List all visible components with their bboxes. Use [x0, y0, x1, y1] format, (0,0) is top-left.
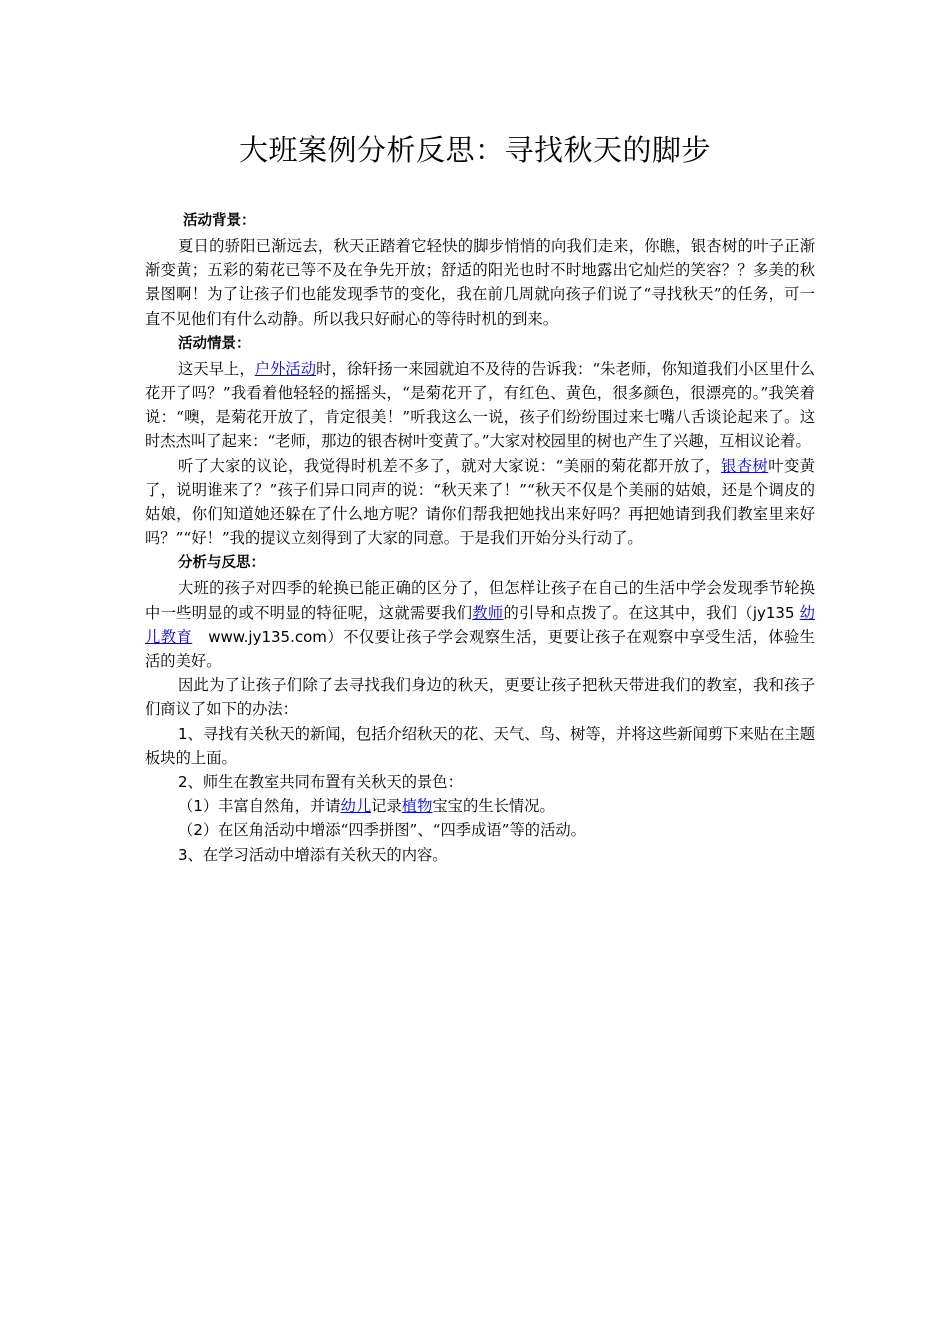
paragraph-scene-1 — [145, 357, 815, 454]
sub-item-2: （2）在区角活动中增添“四季拼图”、“四季成语”等的活动。 — [178, 821, 586, 840]
heading-scene: 活动情景： — [178, 335, 251, 352]
paragraph-analysis-1 — [145, 576, 815, 673]
sub-item-1-text-a: ）丰富自然角，并请 — [202, 797, 341, 816]
sub-item-1-text-c: 宝宝的生长情况。 — [432, 797, 555, 816]
list-item-2-text: 、师生在教室共同布置有关秋天的景色： — [187, 773, 463, 792]
scene-1-text-a: 这天早上， — [178, 359, 255, 378]
paragraph-background: 夏日的骄阳已渐远去，秋天正踏着它轻快的脚步悄悄的向我们走来，你瞧，银杏树的叶子正渐渐变黄；五彩的菊花已等不及在争先开放；舒适的阳光也时不时地露出它灿烂的笑容？？多美的秋景图啊！为了让孩子们也能发现季节的变化，我在前几周就向孩子们说了“寻找秋天”的任务，可一直不见他们有什么动静。所以我只好耐心的等待时机的到来。 — [145, 237, 815, 328]
list-item-3-number: 3 — [178, 845, 188, 864]
sub-item-2-text: ）在区角活动中增添“四季拼图”、“四季成语”等的活动。 — [202, 821, 586, 840]
list-item-3 — [145, 843, 815, 867]
document-body — [145, 208, 815, 867]
paragraph-scene-2 — [145, 454, 815, 551]
link-plants[interactable]: 植物 — [401, 797, 433, 816]
heading-background: 活动背景： — [183, 213, 256, 229]
list-item-2 — [145, 770, 815, 794]
link-children[interactable]: 幼儿 — [340, 797, 372, 816]
list-item-3-text: 、在学习活动中增添有关秋天的内容。 — [187, 845, 448, 864]
paragraph-analysis-2: 因此为了让孩子们除了去寻找我们身边的秋天，更要让孩子把秋天带进我们的教室，我和孩子们商议了如下的办法： — [145, 676, 815, 719]
sub-item-1-number: 1 — [193, 797, 203, 816]
heading-analysis: 分析与反思： — [178, 555, 265, 572]
sub-item-1-text-b: 记录 — [371, 797, 402, 816]
scene-2-text-b: 叶变黄了，说明谁来了？”孩子们异口同声的说：“秋天来了！”“秋天不仅是个美丽的姑娘，还是个调皮的姑娘，你们知道她还躲在了什么地方呢？请你们帮我把她找出来好吗？再把她请到我们教室里来好吗？”“好！”我的提议立刻得到了大家的同意。于是我们开始分头行动了。 — [145, 456, 815, 548]
link-outdoor-activity[interactable]: 户外活动 — [254, 359, 317, 378]
link-teacher[interactable]: 教师 — [472, 603, 504, 622]
analysis-1-text-a: 大班的孩子对四季的轮换已能正确的区分了，但怎样让孩子在自己的生活中学会发现季节轮换中一些明显的或不明显的特征呢，这就需要我们 — [145, 579, 815, 622]
link-ginkgo-tree[interactable]: 银杏树 — [721, 456, 769, 475]
page-title: 大班案例分析反思：寻找秋天的脚步 — [238, 133, 711, 167]
scene-1-text-b: 时，徐轩扬一来园就迫不及待的告诉我：“朱老师，你知道我们小区里什么花开了吗？”我看着他轻轻的摇摇头，“是菊花开了，有红色、黄色，很多颜色，很漂亮的。”我笑着说：“噢，是菊花开放了，肯定很美！”听我这么一说，孩子们纷纷围过来七嘴八舌谈论起来了。这时杰杰叫了起来：“老师，那边的银杏树叶变黄了。”大家对校园里的树也产生了兴趣，互相议论着。 — [145, 359, 815, 451]
link-early-education[interactable]: 幼儿教育 — [145, 603, 815, 646]
list-item-1-text: 、寻找有关秋天的新闻，包括介绍秋天的花、天气、鸟、树等，并将这些新闻剪下来贴在主题板块的上面。 — [145, 724, 815, 767]
list-item-1 — [145, 722, 815, 770]
analysis-1-text-c: ）不仅要让孩子学会观察生活，更要让孩子在观察中享受生活，体验生活的美好。 — [145, 627, 815, 671]
sub-item-2-number: 2 — [193, 821, 203, 840]
analysis-1-text-b: 的引导和点拨了。在这其中，我们（ — [503, 603, 753, 622]
site-prefix: jy135 — [752, 603, 795, 622]
list-item-2-number: 2 — [178, 773, 188, 792]
scene-2-text-a: 听了大家的议论，我觉得时机差不多了，就对大家说：“美丽的菊花都开放了， — [178, 456, 722, 475]
list-item-1-number: 1 — [178, 724, 188, 743]
site-url: www.jy135.com — [208, 627, 327, 646]
sub-item-1: （1）丰富自然角，并请幼儿记录植物宝宝的生长情况。 — [178, 797, 555, 816]
